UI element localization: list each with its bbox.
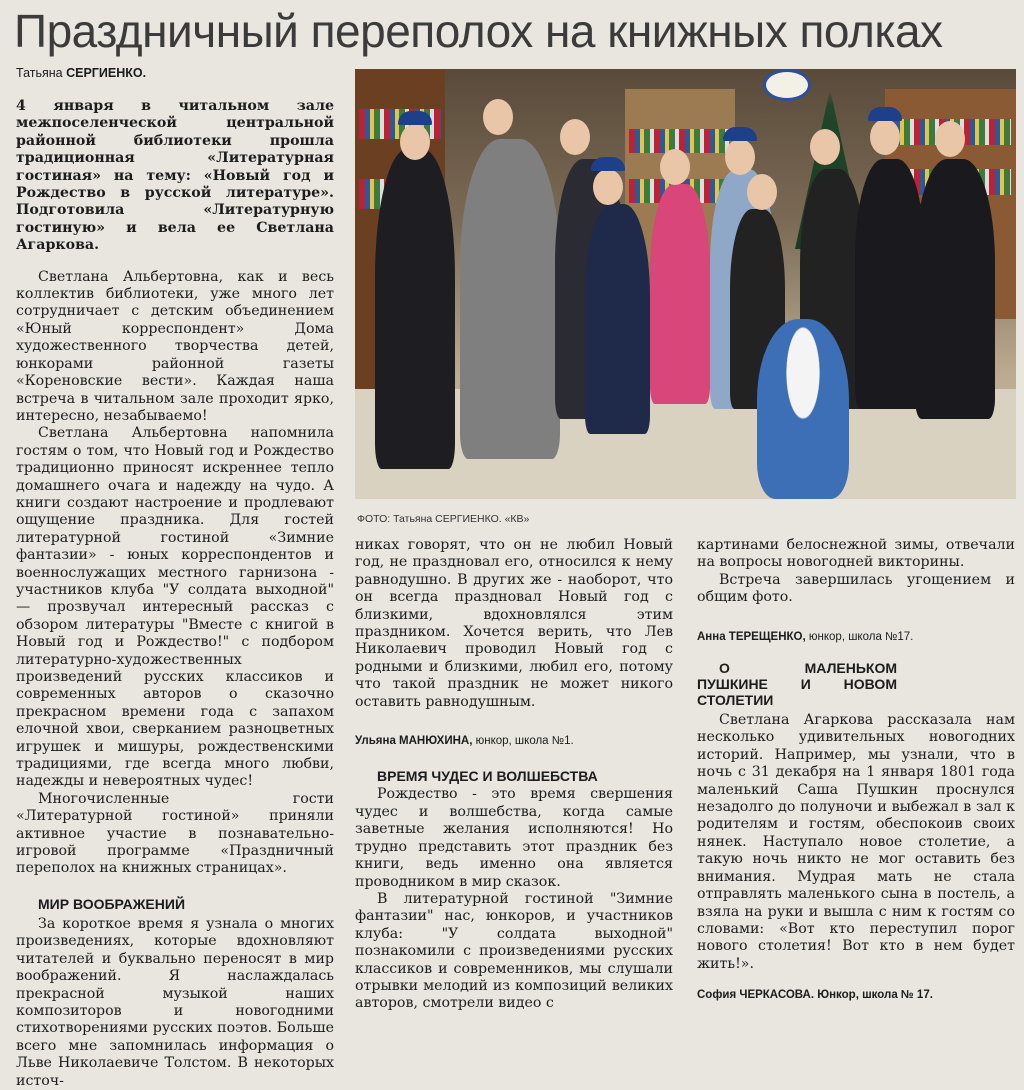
column-3 [697,537,1015,1005]
person-head [660,149,690,185]
person-head [725,139,755,175]
group-photo [355,69,1016,499]
paragraph: Светлана Альбертовна напомнила гостям о том, что Новый год и Рождество традиционно приносят искреннее тепло домашнего очага и надежду на чудо. А книги создают настроение и продлевают ощущение праздника. Для гостей литературной гостиной «Зимние фантазии» - юных корреспондентов и военнослужащих местного гарнизона - участников клуба "У солдата выходной" — прозвучал интересный рассказ с обзором литературы "Вместе с книгой в Новый год и Рождество!" с подбором литературно-художественных произведений русских классиков и современных авторов о сказочно прекрасном времени года с запахом елочной хвои, сверканием разноцветных игрушек и мишуры, рождественскими традициями, где всегда много любви, надежды и невероятных чудес! [16,425,334,790]
signature-role: юнкор, школа №1. [475,735,574,748]
section-heading: О МАЛЕНЬКОМ ПУШКИНЕ И НОВОМ СТОЛЕТИИ [697,660,897,709]
photo-caption: ФОТО: Татьяна СЕРГИЕНКО. «КВ» [357,513,530,525]
lead-paragraph: 4 января в читальном зале межпоселенческой центральной районной библиотеки прошла традиционная «Литературная гостиная» на тему: «Новый год и Рождество в русской литературе». Подготовила «Литературную гостиную» и вела ее Светлана Агаркова. [16,98,334,254]
paragraph: За короткое время я узнала о многих произведениях, которые вдохновляют читателей и буквально переносят в мир воображений. Я наслаждалась прекрасной музыкой наших композиторов и новогодними стихотворениями русских поэтов. Больше всего мне запомнилась информация о Льве Николаевиче Толстом. В некоторых источ- [16,915,334,1089]
paragraph: Светлана Агаркова рассказала нам несколько удивительных новогодних историй. Например, мы узнали, что в ночь с 31 декабря на 1 января 1801 года маленький Саша Пушкин проснулся незадолго до полуночи и выбежал в зал к родителям и гостям, обеспокоив своих нянек. Наступало новое столетие, а такую ночь никто не мог оставить без внимания. Мудрая мать не стала отправлять маленького сына в постель, а взяла на руки и вышла с ним к гостям со словами: «Вот кто переступил порог нового столетия! Вот кто в нем будет жить!». [697,712,1015,972]
section-heading: МИР ВООБРАЖЕНИЙ [38,895,185,912]
person [375,149,455,469]
paragraph: В литературной гостиной "Зимние фантазии" нас, юнкоров, и участников клуба: "У солдата выходной" познакомили с произведениями русских классиков и современников, мы слушали отрывки мелодий из композиций великих авторов, смотрели видео с [355,890,673,1012]
cap-icon [591,157,625,171]
cap-icon [398,111,432,125]
byline-last: СЕРГИЕНКО. [66,66,147,80]
ded-moroz-figure [757,319,849,499]
signature-name: Ульяна МАНЮХИНА, [355,735,473,748]
person-head [593,169,623,205]
byline [16,66,146,80]
paragraph: Встреча завершилась угощением и общим фото. [697,571,1015,606]
signature-name: Анна ТЕРЕЩЕНКО, [697,630,806,643]
paragraph: картинами белоснежной зимы, отвечали на вопросы новогодней викторины. [697,537,1015,571]
clock-icon [763,69,811,101]
cap-icon [868,107,902,121]
person-head [560,119,590,155]
column-2 [355,537,673,1013]
person-head [400,124,430,160]
paragraph: Рождество - это время свершения чудес и волшебства, когда самые заветные желания исполняются! Но трудно представить этот праздник без книги, ведь именно она является проводником в мир сказок. [355,786,673,890]
cap-icon [723,127,757,141]
person [650,184,710,404]
column-1 [16,98,334,1090]
person-head [747,174,777,210]
person [585,204,650,434]
paragraph: Многочисленные гости «Литературной гостиной» приняли активное участие в познавательно-игровой программе «Праздничный переполох на книжных страницах». [16,790,334,877]
signature [355,733,673,750]
article-title: Праздничный переполох на книжных полках [14,5,943,57]
paragraph: Светлана Альбертовна, как и весь коллектив библиотеки, уже много лет сотрудничает с детским объединением «Юный корреспондент» Дома художественного творчества детей, юнкорами районной газеты «Кореновские вести». Каждая наша встреча в читальном зале проходит ярко, интересно, незабываемо! [16,268,334,424]
byline-first: Татьяна [16,66,63,80]
person [915,159,995,419]
signature [697,987,1015,1004]
signature [697,629,1015,646]
person-head [483,99,513,135]
section-heading: ВРЕМЯ ЧУДЕС И ВОЛШЕБСТВА [377,768,598,785]
signature-role: Юнкор, школа № 17. [817,989,933,1002]
signature-role: юнкор, школа №17. [808,630,914,643]
person-head [935,121,965,157]
paragraph: никах говорят, что он не любил Новый год, не праздновал его, относился к нему равнодушно. В других же - наоборот, что он всегда праздновал Новый год с близкими, вдохновлялся этим праздником. Хочется верить, что Лев Николаевич проводил Новый год с родными и близкими, любил его, потому что такой праздник не может никого оставить равнодушным. [355,537,673,710]
person [460,139,560,459]
person-head [870,119,900,155]
person-head [810,129,840,165]
signature-name: София ЧЕРКАСОВА. [697,989,815,1002]
